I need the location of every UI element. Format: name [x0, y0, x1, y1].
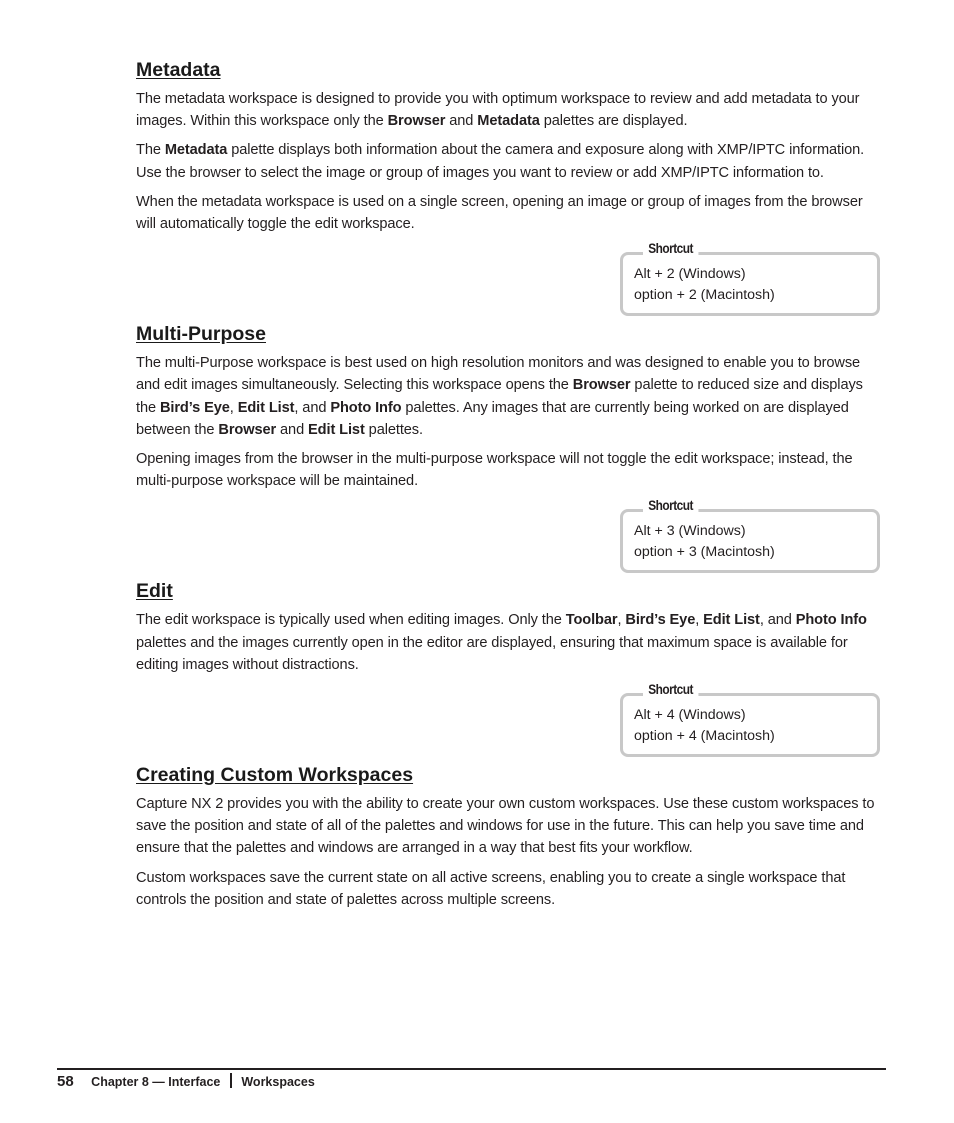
shortcut-label: Shortcut — [643, 241, 698, 256]
section — [136, 58, 886, 322]
body-paragraph — [136, 88, 886, 132]
shortcut-windows: Alt + 3 (Windows) — [634, 523, 746, 540]
bold-term: Edit List — [308, 421, 365, 438]
text-run: palettes. Any images that are currently being worked on are displayed between the — [136, 399, 849, 438]
body-paragraph — [136, 139, 886, 183]
text-run: and — [445, 113, 478, 130]
text-run: , — [695, 612, 704, 629]
section — [136, 579, 886, 763]
section-heading: Edit — [136, 580, 173, 603]
shortcut-macintosh: option + 4 (Macintosh) — [634, 728, 775, 745]
sections-container — [136, 58, 886, 911]
page-footer — [57, 1072, 315, 1092]
body-paragraph — [136, 793, 886, 860]
body-paragraph — [136, 352, 886, 441]
shortcut-macintosh: option + 3 (Macintosh) — [634, 544, 775, 561]
section-heading: Metadata — [136, 59, 221, 81]
bold-term: Metadata — [477, 113, 540, 130]
text-run: palettes are displayed. — [539, 113, 688, 130]
shortcut-macintosh: option + 2 (Macintosh) — [634, 287, 775, 304]
bold-term: Browser — [387, 113, 446, 130]
body-paragraph — [136, 191, 886, 235]
bold-term: Bird’s Eye — [625, 612, 696, 629]
shortcut-row — [136, 499, 954, 579]
section — [136, 763, 886, 911]
text-run: , and — [759, 612, 796, 629]
page-number: 58 — [57, 1073, 74, 1090]
text-run: Capture NX 2 provides you with the ability to create your own custom workspaces. Use these custom workspaces to save the position and state of all of the palettes and windows for use in the future. This can help you save time and ensure that the palettes and windows are arranged in a way that best fits your workflow. — [136, 796, 875, 857]
text-run: , — [617, 612, 626, 629]
text-run: palette displays both information about the camera and exposure along with XMP/IPTC information. Use the browser to select the image or group of images you want to review or add XMP/IPTC information to. — [136, 142, 865, 181]
shortcut-row — [136, 683, 954, 763]
body-paragraph — [136, 867, 886, 911]
bold-term: Photo Info — [330, 399, 402, 416]
text-run: and — [276, 421, 309, 438]
bold-term: Metadata — [164, 142, 228, 159]
text-run: Opening images from the browser in the multi-purpose workspace will not toggle the edit workspace; instead, the multi-purpose workspace will be maintained. — [136, 451, 853, 490]
shortcut-box — [620, 498, 880, 573]
footer-rule — [57, 1068, 886, 1070]
shortcut-row — [136, 242, 954, 322]
text-run: , and — [294, 399, 331, 416]
text-run: Custom workspaces save the current state on all active screens, enabling you to create a single workspace that controls the position and state of palettes across multiple screens. — [136, 869, 846, 908]
text-run: The edit workspace is typically used when editing images. Only the — [136, 612, 566, 629]
footer-section: Workspaces — [241, 1075, 315, 1089]
body-paragraph — [136, 448, 886, 492]
section — [136, 322, 886, 579]
text-run: palettes and the images currently open in the editor are displayed, ensuring that maximum space is available for editing images without distractions. — [136, 634, 848, 673]
bold-term: Photo Info — [795, 612, 867, 629]
bold-term: Bird’s Eye — [159, 399, 230, 416]
shortcut-windows: Alt + 2 (Windows) — [634, 266, 746, 283]
text-run: The multi-Purpose workspace is best used on high resolution monitors and was designed to enable you to browse and edit images simultaneously. Selecting this workspace opens the — [136, 355, 861, 394]
text-run: palettes. — [364, 421, 423, 438]
bold-term: Toolbar — [565, 612, 618, 629]
shortcut-windows: Alt + 4 (Windows) — [634, 707, 746, 724]
text-run: When the metadata workspace is used on a single screen, opening an image or group of images from the browser will automatically toggle the edit workspace. — [136, 193, 863, 233]
footer-separator — [230, 1073, 232, 1088]
bold-term: Browser — [572, 377, 631, 394]
body-paragraph — [136, 609, 886, 676]
text-run: , — [229, 399, 238, 416]
section-heading: Creating Custom Workspaces — [136, 764, 414, 787]
text-run: palette to reduced size and displays the — [136, 377, 863, 416]
bold-term: Edit List — [237, 399, 295, 416]
shortcut-box — [620, 682, 880, 757]
bold-term: Browser — [218, 421, 277, 438]
shortcut-label: Shortcut — [643, 498, 698, 513]
bold-term: Edit List — [703, 612, 760, 629]
text-run: The — [136, 142, 165, 159]
footer-chapter: Chapter 8 — Interface — [91, 1075, 221, 1089]
shortcut-label: Shortcut — [643, 682, 698, 697]
shortcut-box — [620, 241, 880, 316]
text-run: The metadata workspace is designed to provide you with optimum workspace to review and add metadata to your images. Within this workspace only the — [136, 91, 860, 130]
page-content — [136, 58, 886, 918]
section-heading: Multi-Purpose — [136, 323, 266, 346]
